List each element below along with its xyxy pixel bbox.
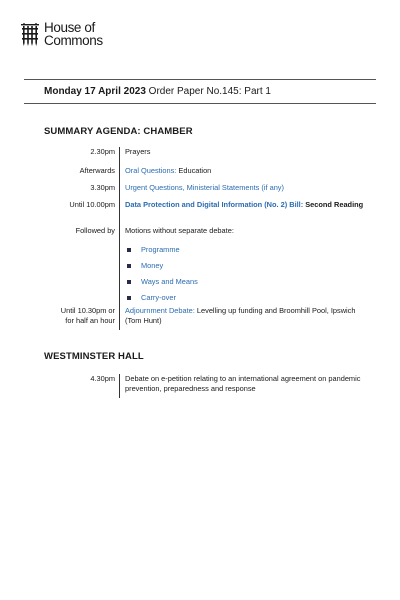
agenda-row-prayers bbox=[44, 147, 364, 166]
agenda-row-money bbox=[44, 258, 364, 274]
header-title: Order Paper No.145: Part 1 bbox=[148, 86, 271, 97]
bullet-icon bbox=[127, 296, 131, 300]
agenda-time: Until 10.00pm bbox=[44, 200, 120, 226]
logo-line-2: Commons bbox=[44, 32, 103, 48]
agenda-item: Second Reading bbox=[303, 200, 364, 209]
bullet-icon bbox=[127, 280, 131, 284]
agenda-item: Education bbox=[176, 166, 212, 175]
portcullis-icon bbox=[20, 23, 40, 47]
agenda-row-oral-questions bbox=[44, 166, 364, 183]
agenda-item: Motions without separate debate: bbox=[125, 226, 234, 235]
westminster-agenda bbox=[44, 374, 364, 398]
data-protection-bill-link[interactable]: Data Protection and Digital Information (No. 2) Bill: bbox=[125, 200, 304, 209]
agenda-row-urgent-questions bbox=[44, 183, 364, 200]
bullet-icon bbox=[127, 248, 131, 252]
programme-link[interactable]: Programme bbox=[141, 245, 180, 254]
carry-over-link[interactable]: Carry-over bbox=[141, 293, 176, 302]
agenda-item: Prayers bbox=[125, 147, 151, 156]
agenda-row-ways-and-means bbox=[44, 274, 364, 290]
header-bottom-rule bbox=[24, 103, 376, 104]
money-link[interactable]: Money bbox=[141, 261, 164, 270]
adjournment-debate-link[interactable]: Adjournment Debate: bbox=[125, 306, 195, 315]
chamber-heading: SUMMARY AGENDA: CHAMBER bbox=[44, 126, 193, 137]
agenda-row-carry-over bbox=[44, 290, 364, 306]
agenda-time: Until 10.30pm or bbox=[60, 306, 115, 315]
agenda-row-data-protection-bill bbox=[44, 200, 364, 226]
westminster-hall-heading: WESTMINSTER HALL bbox=[44, 351, 144, 362]
header-top-rule bbox=[24, 79, 376, 80]
urgent-questions-link[interactable]: Urgent Questions, Ministerial Statements (if any) bbox=[125, 183, 284, 192]
agenda-item: Debate on e-petition relating to an international agreement on pandemic prevention, preparedness and response bbox=[125, 374, 361, 393]
house-of-commons-logo bbox=[20, 22, 103, 47]
header-date: Monday 17 April 2023 bbox=[44, 86, 146, 97]
agenda-row-e-petition bbox=[44, 374, 364, 398]
agenda-time: Afterwards bbox=[44, 166, 120, 183]
logo-line-1: House of bbox=[44, 20, 95, 35]
agenda-item: Levelling up funding and Broomhill Pool, Ipswich (Tom Hunt) bbox=[125, 306, 356, 325]
oral-questions-link[interactable]: Oral Questions: bbox=[125, 166, 177, 175]
agenda-row-adjournment bbox=[44, 306, 364, 330]
agenda-time: for half an hour bbox=[65, 316, 115, 325]
chamber-agenda bbox=[44, 147, 364, 330]
bullet-icon bbox=[127, 264, 131, 268]
agenda-time: Followed by bbox=[44, 226, 120, 242]
agenda-time: 3.30pm bbox=[44, 183, 120, 200]
agenda-row-motions bbox=[44, 226, 364, 242]
agenda-time: 2.30pm bbox=[44, 147, 120, 166]
agenda-time: 4.30pm bbox=[44, 374, 120, 398]
agenda-row-programme bbox=[44, 242, 364, 258]
ways-and-means-link[interactable]: Ways and Means bbox=[141, 277, 198, 286]
order-paper-header bbox=[44, 86, 271, 97]
